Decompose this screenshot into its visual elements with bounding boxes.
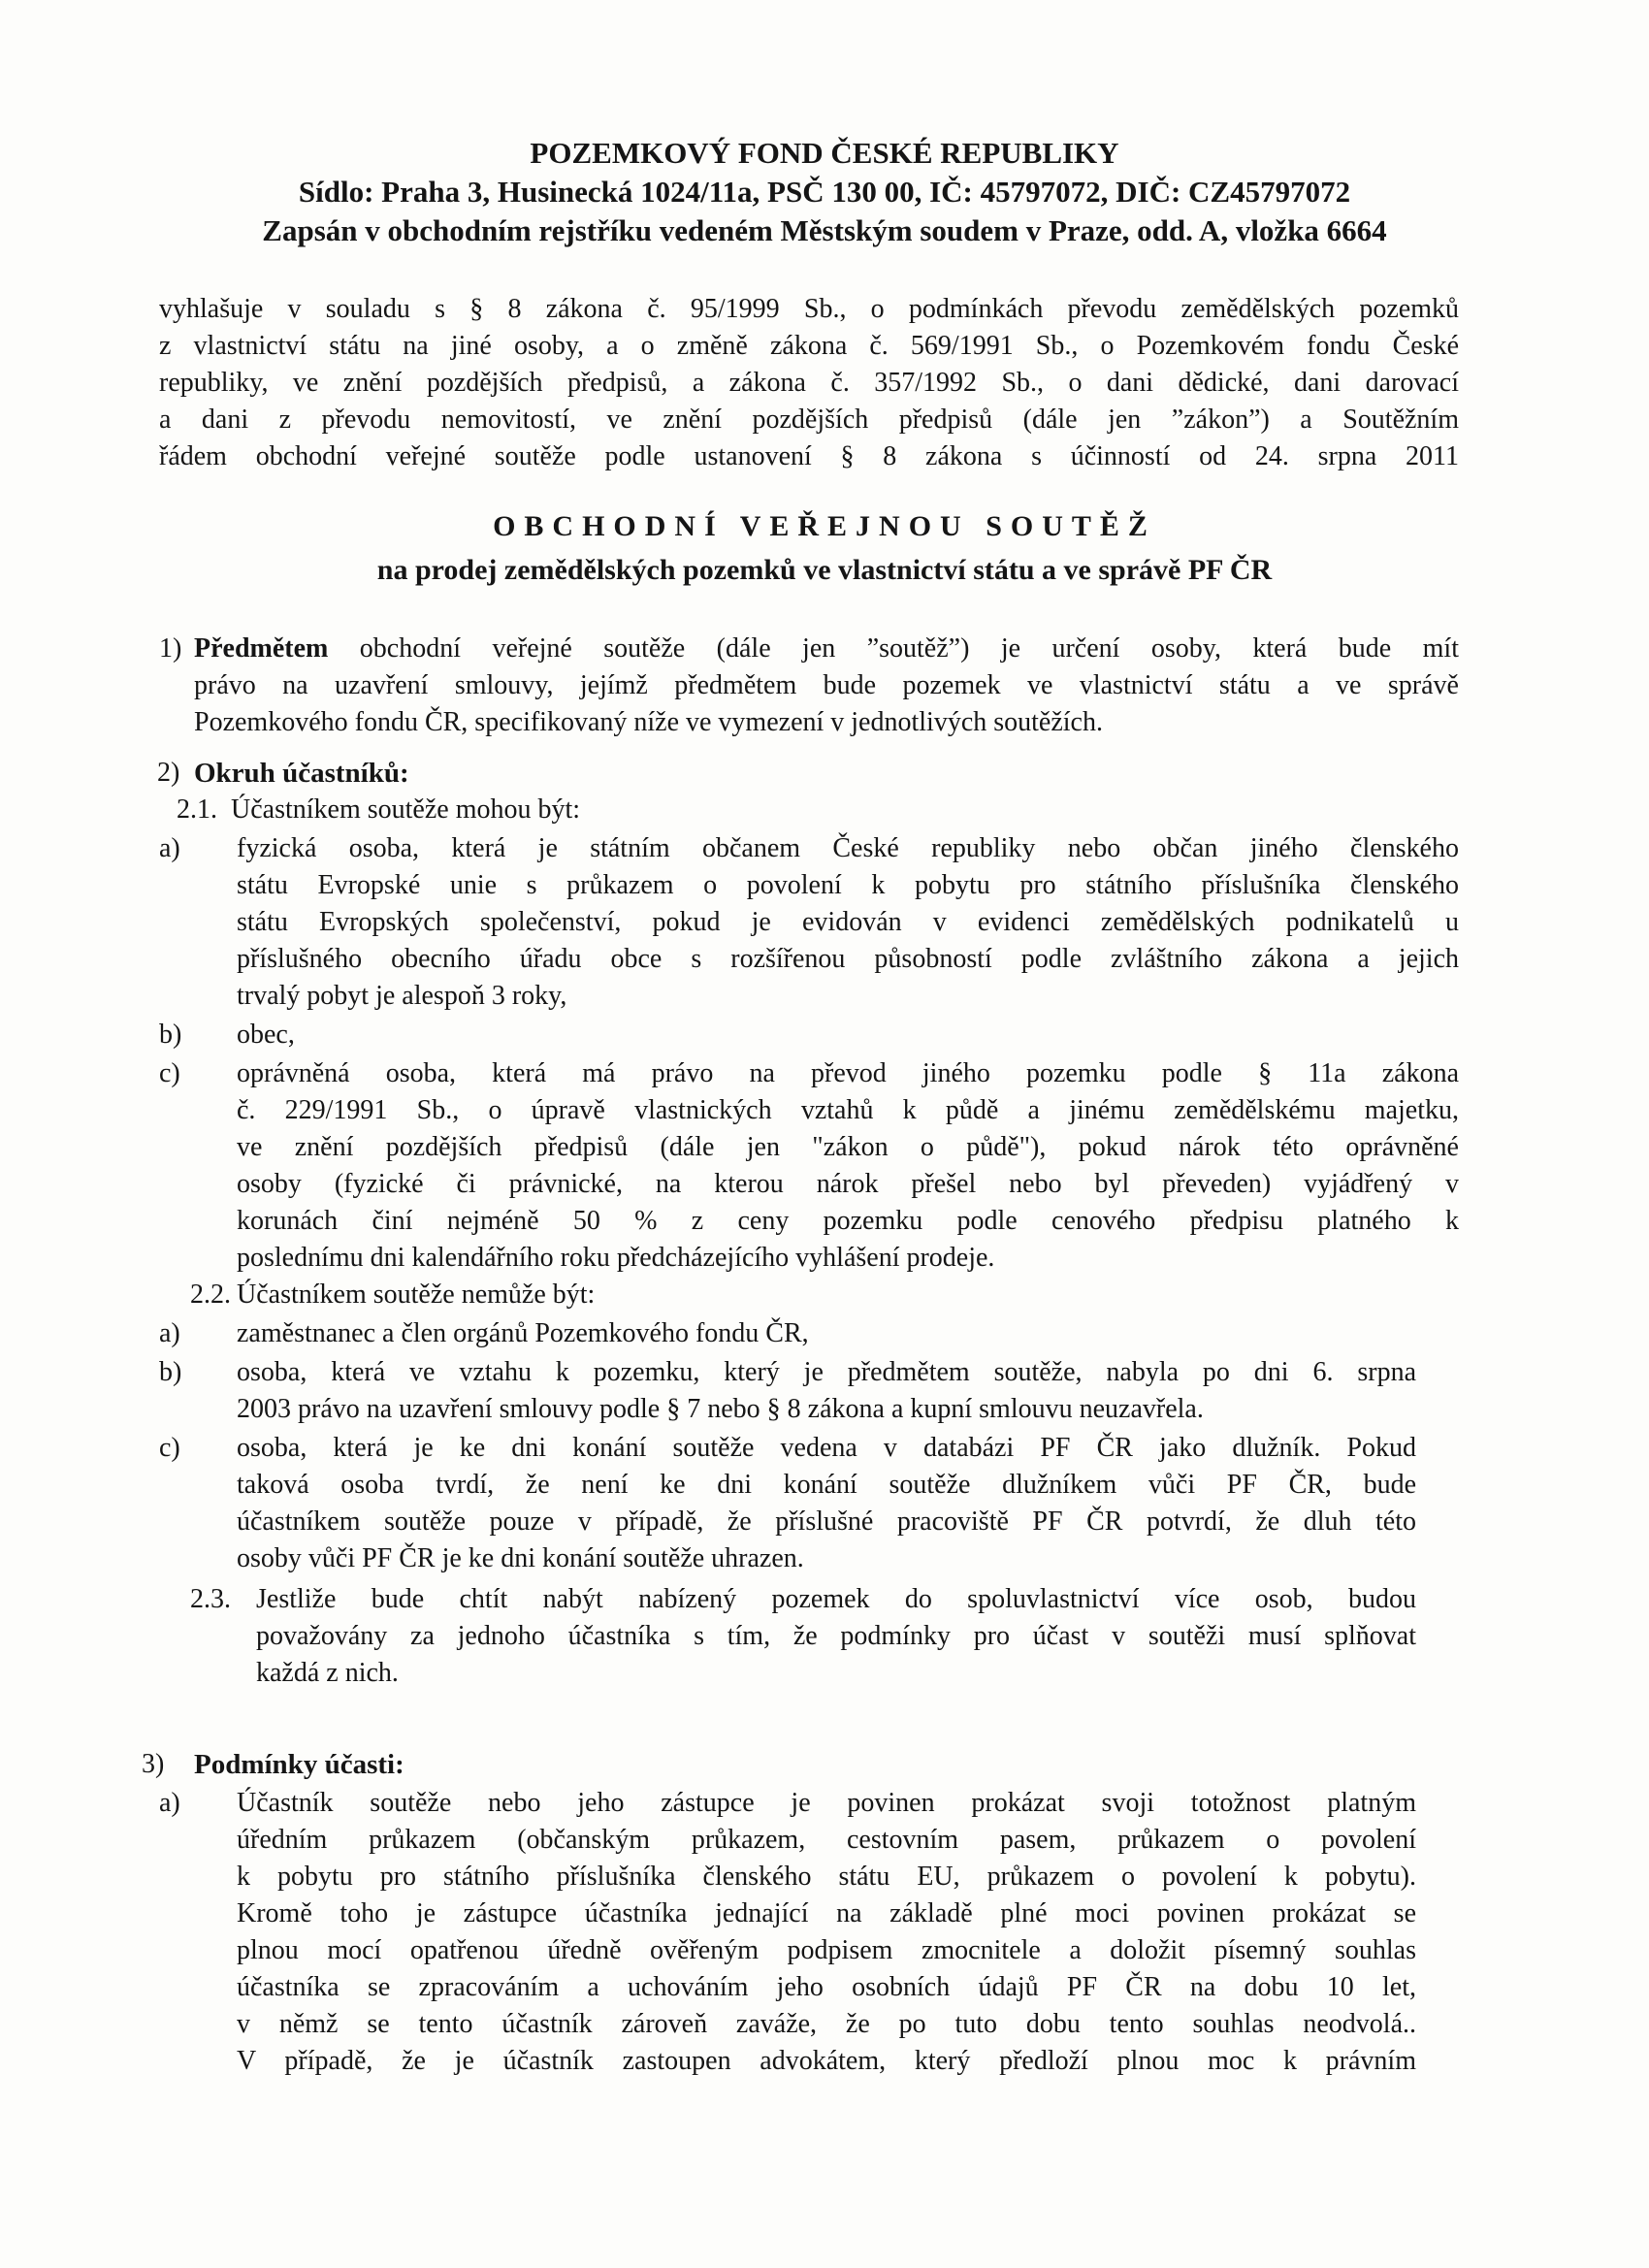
intro-line: vyhlašuje v souladu s § 8 zákona č. 95/1999 Sb., o podmínkách převodu zemědělských pozemků <box>159 294 1459 324</box>
section-2-1-text: Účastníkem soutěže mohou být: <box>231 794 581 825</box>
text-line: fyzická osoba, která je státním občanem České republiky nebo občan jiného členského <box>237 833 1459 863</box>
section-1-text <box>194 631 1459 741</box>
section-2-2-b-label: b) <box>159 1357 182 1387</box>
section-2-1-a-text <box>237 830 1459 1015</box>
text-line: každá z nich. <box>256 1658 399 1688</box>
text-line: korunách činí nejméně 50 % z ceny pozemku podle cenového předpisu platného k <box>237 1206 1459 1236</box>
header-organization: POZEMKOVÝ FOND ČESKÉ REPUBLIKY <box>530 136 1119 170</box>
text-line: Kromě toho je zástupce účastníka jednající na základě plné moci povinen prokázat se <box>237 1898 1416 1928</box>
text-line: osoby vůči PF ČR je ke dni konání soutěže uhrazen. <box>237 1543 804 1573</box>
section-2-1-a-label: a) <box>159 833 180 863</box>
section-2-number: 2) <box>157 758 180 788</box>
text-line: č. 229/1991 Sb., o úpravě vlastnických vztahů k půdě a jinému zemědělskému majetku, <box>237 1095 1459 1125</box>
section-3-number: 3) <box>142 1749 165 1779</box>
section-2-3-label: 2.3. <box>190 1584 231 1614</box>
section-1-bold-word: Předmětem <box>194 633 329 664</box>
section-2-1-label: 2.1. <box>177 794 217 825</box>
section-3-a-text <box>237 1785 1416 2080</box>
text-line: osoby (fyzické či právnické, na kterou nárok přešel nebo byl převeden) vyjádřený v <box>237 1169 1459 1199</box>
text-line: účastníkem soutěže pouze v případě, že příslušné pracoviště PF ČR potvrdí, že dluh této <box>237 1507 1416 1537</box>
section-2-2-b-text <box>237 1354 1416 1428</box>
document-title: OBCHODNÍ VEŘEJNOU SOUTĚŽ <box>493 510 1156 542</box>
section-2-2-c-text <box>237 1430 1416 1577</box>
intro-paragraph <box>159 291 1459 475</box>
text-line: příslušného obecního úřadu obce s rozšířenou působností podle zvláštního zákona a jejich <box>237 944 1459 974</box>
section-2-2-c-label: c) <box>159 1433 180 1463</box>
section-2-1-b-label: b) <box>159 1020 182 1050</box>
section-2-2-a-label: a) <box>159 1318 180 1348</box>
section-1-first-line-rest: obchodní veřejné soutěže (dále jen ”soutěž”) je určení osoby, která bude mít <box>328 633 1459 664</box>
section-1-line: Pozemkového fondu ČR, specifikovaný níže ve vymezení v jednotlivých soutěžích. <box>194 707 1103 737</box>
text-line: taková osoba tvrdí, že není ke dni konání soutěže dlužníkem vůči PF ČR, bude <box>237 1470 1416 1500</box>
text-line: trvalý pobyt je alespoň 3 roky, <box>237 981 567 1011</box>
section-2-2-label: 2.2. <box>190 1280 231 1310</box>
text-line: k pobytu pro státního příslušníka členského státu EU, průkazem o povolení k pobytu). <box>237 1862 1416 1892</box>
text-line: účastníka se zpracováním a uchováním jeho osobních údajů PF ČR na dobu 10 let, <box>237 1972 1416 2002</box>
intro-line: a dani z převodu nemovitostí, ve znění pozdějších předpisů (dále jen ”zákon”) a Soutěžním <box>159 405 1459 435</box>
text-line: Účastník soutěže nebo jeho zástupce je povinen prokázat svoji totožnost platným <box>237 1788 1416 1818</box>
section-2-1-b-text: obec, <box>237 1020 295 1050</box>
intro-line: řádem obchodní veřejné soutěže podle ustanovení § 8 zákona s účinností od 24. srpna 2011 <box>159 441 1459 471</box>
section-1-first-line <box>194 631 1459 667</box>
text-line: V případě, že je účastník zastoupen advokátem, který předloží plnou moc k právním <box>237 2046 1416 2076</box>
section-2-2-a-text: zaměstnanec a člen orgánů Pozemkového fondu ČR, <box>237 1318 809 1348</box>
header-address: Sídlo: Praha 3, Husinecká 1024/11a, PSČ 130 00, IČ: 45797072, DIČ: CZ45797072 <box>298 175 1351 209</box>
text-line: považovány za jednoho účastníka s tím, že podmínky pro účast v soutěži musí splňovat <box>256 1621 1416 1651</box>
text-line: Jestliže bude chtít nabýt nabízený pozemek do spoluvlastnictví více osob, budou <box>256 1584 1416 1614</box>
text-line: oprávněná osoba, která má právo na převod jiného pozemku podle § 11a zákona <box>237 1058 1459 1088</box>
document-subtitle: na prodej zemědělských pozemků ve vlastnictví státu a ve správě PF ČR <box>376 554 1273 586</box>
section-3-heading: Podmínky účasti: <box>194 1749 404 1780</box>
text-line: státu Evropských společenství, pokud je evidován v evidenci zemědělských podnikatelů u <box>237 907 1459 937</box>
text-line: plnou mocí opatřenou úředně ověřeným podpisem zmocnitele a doložit písemný souhlas <box>237 1935 1416 1965</box>
section-2-2-text: Účastníkem soutěže nemůže být: <box>237 1280 596 1310</box>
document-header <box>0 134 1649 250</box>
text-line: ve znění pozdějších předpisů (dále jen "zákon o půdě"), pokud nárok této oprávněné <box>237 1132 1459 1162</box>
text-line: osoba, která je ke dni konání soutěže vedena v databázi PF ČR jako dlužník. Pokud <box>237 1433 1416 1463</box>
header-registry: Zapsán v obchodním rejstříku vedeném Městským soudem v Praze, odd. A, vložka 6664 <box>262 213 1387 247</box>
section-1-number: 1) <box>159 633 182 664</box>
intro-line: republiky, ve znění pozdějších předpisů, a zákona č. 357/1992 Sb., o dani dědické, dani darovací <box>159 368 1459 398</box>
section-2-3-text <box>256 1581 1416 1692</box>
text-line: úředním průkazem (občanským průkazem, cestovním pasem, průkazem o povolení <box>237 1825 1416 1855</box>
section-2-1-c-label: c) <box>159 1058 180 1088</box>
text-line: v němž se tento účastník zároveň zaváže, že po tuto dobu tento souhlas neodvolá.. <box>237 2009 1416 2039</box>
text-line: 2003 právo na uzavření smlouvy podle § 7 nebo § 8 zákona a kupní smlouvu neuzavřela. <box>237 1394 1204 1424</box>
text-line: státu Evropské unie s průkazem o povolení k pobytu pro státního příslušníka členského <box>237 870 1459 900</box>
intro-line: z vlastnictví státu na jiné osoby, a o změně zákona č. 569/1991 Sb., o Pozemkovém fondu České <box>159 331 1459 361</box>
section-3-a-label: a) <box>159 1788 180 1818</box>
text-line: osoba, která ve vztahu k pozemku, který je předmětem soutěže, nabyla po dni 6. srpna <box>237 1357 1416 1387</box>
section-1-line: právo na uzavření smlouvy, jejímž předmětem bude pozemek ve vlastnictví státu a ve správě <box>194 670 1459 700</box>
section-2-heading: Okruh účastníků: <box>194 758 409 789</box>
text-line: poslednímu dni kalendářního roku předcházejícího vyhlášení prodeje. <box>237 1243 995 1273</box>
section-2-1-c-text <box>237 1055 1459 1277</box>
